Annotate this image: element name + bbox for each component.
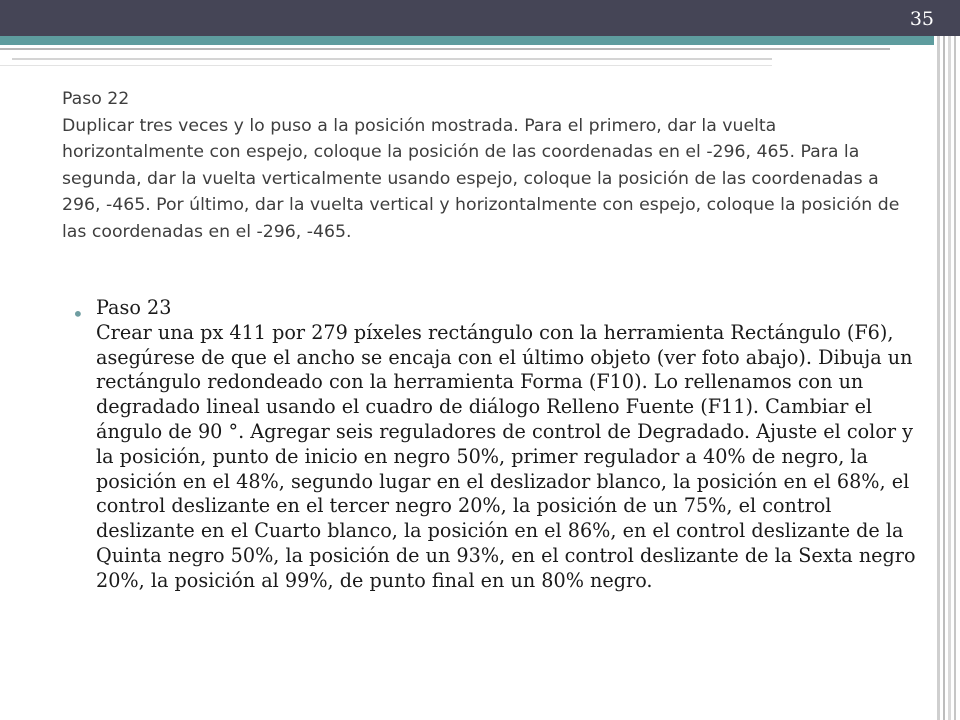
step-23-title: Paso 23 bbox=[96, 296, 172, 319]
accent-strip bbox=[0, 36, 934, 45]
page-number: 35 bbox=[909, 8, 934, 30]
header-rule-tertiary bbox=[0, 65, 772, 66]
bullet-icon: • bbox=[72, 302, 84, 326]
step-22-body: Duplicar tres veces y lo puso a la posición mostrada. Para el primero, dar la vuelta horizontalmente con espejo, coloque la posición de las coordenadas en el -296, 465. Para la segunda, dar la vuelta verticalmente usando espejo, coloque la posición de las coordenadas a 296, -465. Por último, dar la vuelta vertical y horizontalmente con espejo, coloque la posición de las coordenadas en el -296, -465. bbox=[62, 115, 900, 242]
step-22-block bbox=[62, 86, 922, 246]
step-23-body: Crear una px 411 por 279 píxeles rectángulo con la herramienta Rectángulo (F6), asegúrese de que el ancho se encaja con el último objeto (ver foto abajo). Dibuja un rectángulo redondeado con la herramienta Forma (F10). Lo rellenamos con un degradado lineal usando el cuadro de diálogo Relleno Fuente (F11). Cambiar el ángulo de 90 °. Agregar seis reguladores de control de Degradado. Ajuste el color y la posición, punto de inicio en negro 50%, primer regulador a 40% de negro, la posición en el 48%, segundo lugar en el deslizador blanco, la posición en el 68%, el control deslizante en el tercer negro 20%, la posición de un 75%, el control deslizante en el Cuarto blanco, la posición en el 86%, en el control deslizante de la Quinta negro 50%, la posición de un 93%, en el control deslizante de la Sexta negro 20%, la posición al 99%, de punto final en un 80% negro. bbox=[96, 320, 916, 592]
right-frame-decoration bbox=[933, 36, 960, 720]
header-rule bbox=[0, 48, 890, 50]
header-rule-secondary bbox=[12, 58, 772, 60]
step-23-block bbox=[96, 296, 924, 594]
step-22-title: Paso 22 bbox=[62, 89, 130, 109]
header-bar bbox=[0, 0, 960, 36]
